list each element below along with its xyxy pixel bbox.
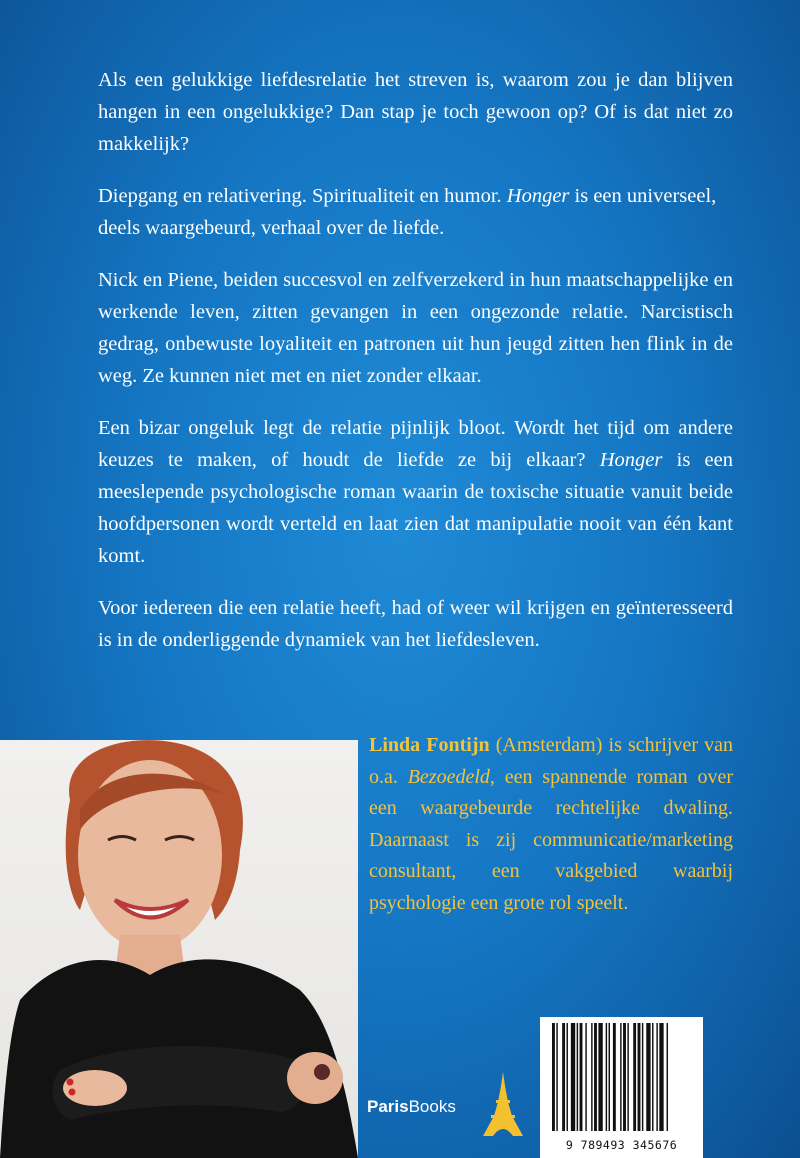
blurb-text: is een universeel, deels waargebeurd, verhaal over de liefde.	[98, 185, 717, 239]
publisher-name-regular: Books	[408, 1097, 456, 1116]
book-title: Honger	[506, 185, 570, 207]
barcode	[540, 1017, 703, 1158]
book-title: Honger	[599, 449, 663, 471]
barcode-bars	[540, 1017, 703, 1135]
bio-text: , een spannende roman over een waargebeurde rechtelijke dwaling. Daarnaast is zij communicatie/marketing consultant, een vakgebied waarbij psychologie een grote rol speelt.	[369, 765, 733, 914]
back-cover-blurb	[98, 64, 733, 676]
publisher-logo	[367, 1078, 527, 1138]
blurb-paragraph-4	[98, 412, 733, 572]
publisher-name-bold: Paris	[367, 1097, 409, 1116]
eiffel-tower-icon	[479, 1072, 527, 1136]
blurb-text: Diepgang en relativering. Spiritualiteit en humor.	[98, 185, 507, 207]
blurb-paragraph-1: Als een gelukkige liefdesrelatie het streven is, waarom zou je dan blijven hangen in een ongelukkige? Dan stap je toch gewoon op? Of is dat niet zo makkelijk?	[98, 69, 733, 155]
publisher-name	[367, 1097, 456, 1117]
other-book-title: Bezoedeld	[407, 765, 490, 788]
blurb-paragraph-3: Nick en Piene, beiden succesvol en zelfverzekerd in hun maatschappelijke en werkende leven, zitten gevangen in een ongezonde relatie. Narcistisch gedrag, onbewuste loyaliteit en patronen uit hun jeugd zitten hen flink in de weg. Ze kunnen niet met en niet zonder elkaar.	[98, 269, 733, 387]
author-name: Linda Fontijn	[369, 734, 490, 756]
bio-text: (Amsterdam) is schrijver van o.a.	[369, 734, 733, 788]
blurb-paragraph-2	[98, 180, 733, 244]
blurb-text: is een meeslepende psychologische roman waarin de toxische situatie vanuit beide hoofdpersonen wordt verteld en laat zien dat manipulatie nooit van één kant komt.	[98, 449, 733, 567]
blurb-paragraph-5: Voor iedereen die een relatie heeft, had of weer wil krijgen en geïnteresseerd is in de onderliggende dynamiek van het liefdesleven.	[98, 597, 733, 651]
author-portrait-illustration	[0, 740, 358, 1158]
author-bio	[369, 730, 733, 919]
isbn-number: 9 789493 345676	[565, 1138, 678, 1152]
author-photo	[0, 740, 358, 1158]
blurb-text: Een bizar ongeluk legt de relatie pijnlijk bloot. Wordt het tijd om andere keuzes te maken, of houdt de liefde ze bij elkaar?	[98, 417, 733, 471]
